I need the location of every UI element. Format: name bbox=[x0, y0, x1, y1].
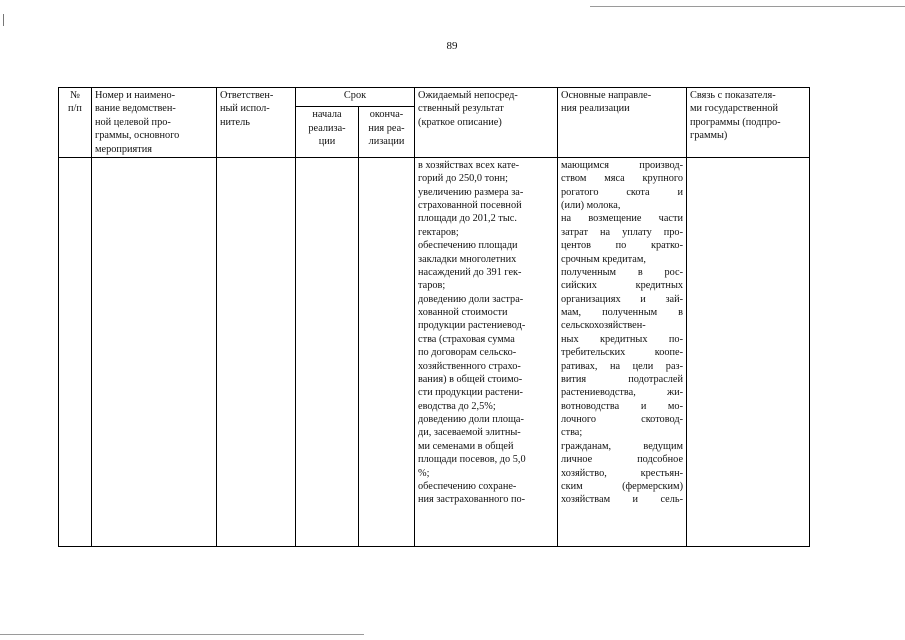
cell-link bbox=[687, 157, 810, 546]
text-line: лочного скотовод- bbox=[561, 414, 684, 425]
text-line: п/п bbox=[68, 103, 82, 115]
text-line: площади посевов, до 5,0 bbox=[418, 454, 526, 466]
scan-border-line-top bbox=[590, 6, 905, 7]
text-line: Связь с показателя- bbox=[690, 90, 776, 101]
header-link-lines bbox=[690, 89, 806, 143]
text-line: хованной стоимости bbox=[418, 307, 508, 318]
page-number: 89 bbox=[446, 40, 458, 52]
text-line: Основные направле- bbox=[561, 90, 652, 101]
text-line: организациях и зай- bbox=[561, 293, 684, 305]
cell-directions bbox=[558, 157, 687, 546]
text-line: ми государственной bbox=[690, 103, 779, 115]
text-line: ных кредитных по- bbox=[561, 333, 684, 345]
text-line: рогатого скота и bbox=[561, 186, 684, 198]
text-line: насаждений до 391 гек- bbox=[418, 266, 522, 278]
scan-mark-left bbox=[3, 14, 4, 26]
text-line: ди, засеваемой элитны- bbox=[418, 427, 521, 439]
text-line: доведению доли площа- bbox=[418, 414, 524, 425]
scan-border-line-bottom bbox=[0, 634, 364, 635]
text-line: Ответствен- bbox=[220, 90, 274, 101]
text-line: хозяйство, крестьян- bbox=[561, 467, 684, 479]
text-line: ной целевой про- bbox=[95, 116, 171, 128]
text-line: программы (подпро- bbox=[690, 116, 781, 128]
text-line: увеличению размера за- bbox=[418, 186, 524, 198]
text-line: еводства до 2,5%; bbox=[418, 400, 496, 412]
text-line: граммы, основного bbox=[95, 130, 180, 142]
text-line: сти продукции растени- bbox=[418, 387, 523, 399]
text-line: ния реа- bbox=[368, 122, 405, 134]
text-line: ским (фермерским) bbox=[561, 480, 684, 492]
text-line: продукции растениевод- bbox=[418, 320, 526, 332]
text-line: нитель bbox=[220, 116, 250, 128]
header-term-end bbox=[359, 107, 415, 158]
text-line: гектаров; bbox=[418, 226, 459, 238]
header-directions bbox=[558, 88, 687, 158]
cell-term-start bbox=[296, 157, 359, 546]
header-name bbox=[92, 88, 217, 158]
text-line: вание ведомствен- bbox=[95, 103, 176, 115]
text-line: в хозяйствах всех кате- bbox=[418, 159, 520, 171]
text-line: хозяйственного страхо- bbox=[418, 360, 521, 372]
text-line: хозяйствам и сель- bbox=[561, 494, 684, 506]
header-expected bbox=[415, 88, 558, 158]
text-line: по договорам сельско- bbox=[418, 347, 517, 359]
text-line: мам, полученным в bbox=[561, 307, 684, 318]
text-line: граммы) bbox=[690, 130, 728, 142]
text-line: мающимся производ- bbox=[561, 159, 684, 171]
text-line: лизации bbox=[368, 135, 405, 147]
text-line: ный испол- bbox=[220, 103, 270, 115]
text-line: ства (страховая сумма bbox=[418, 333, 515, 345]
header-name-lines bbox=[95, 89, 213, 156]
cell-term-end bbox=[359, 157, 415, 546]
cell-name bbox=[92, 157, 217, 546]
header-term-start-lines bbox=[299, 108, 355, 148]
text-line: вания) в общей стоимо- bbox=[418, 373, 523, 385]
text-line: ния реализации bbox=[561, 103, 630, 115]
text-line: на возмещение части bbox=[561, 213, 684, 225]
text-line: № bbox=[70, 90, 80, 101]
text-line: ративах, на цели раз- bbox=[561, 360, 684, 372]
text-line: (краткое описание) bbox=[418, 116, 502, 128]
cell-num bbox=[59, 157, 92, 546]
text-line: ством мяса крупного bbox=[561, 173, 684, 185]
text-line: требительских коопе- bbox=[561, 347, 684, 359]
text-line: растениеводства, жи- bbox=[561, 387, 684, 399]
header-directions-lines bbox=[561, 89, 683, 116]
text-line: ния застрахованного по- bbox=[418, 494, 526, 506]
text-line: площади до 201,2 тыс. bbox=[418, 213, 517, 225]
text-line: Номер и наимено- bbox=[95, 90, 176, 101]
cell-expected bbox=[415, 157, 558, 546]
text-line: обеспечению площади bbox=[418, 240, 518, 252]
text-line: страхованной посевной bbox=[418, 200, 522, 211]
text-line: личное подсобное bbox=[561, 454, 684, 466]
header-row-1 bbox=[59, 88, 810, 107]
header-link bbox=[687, 88, 810, 158]
header-expected-lines bbox=[418, 89, 554, 129]
text-line: полученным в рос- bbox=[561, 266, 684, 278]
header-term-start bbox=[296, 107, 359, 158]
text-line: %; bbox=[418, 467, 430, 479]
expected-result-text bbox=[418, 159, 554, 507]
text-line: Ожидаемый непосред- bbox=[418, 90, 518, 101]
text-line: оконча- bbox=[369, 109, 404, 121]
text-line: доведению доли застра- bbox=[418, 293, 524, 305]
text-line: горий до 250,0 тонн; bbox=[418, 173, 508, 185]
text-line: мероприятия bbox=[95, 143, 153, 155]
text-line: ми семенами в общей bbox=[418, 440, 514, 452]
text-line: ции bbox=[318, 135, 336, 147]
directions-text bbox=[561, 159, 683, 507]
text-line: обеспечению сохране- bbox=[418, 480, 517, 492]
cell-responsible bbox=[217, 157, 296, 546]
text-line: ственный результат bbox=[418, 103, 504, 115]
header-num bbox=[59, 88, 92, 158]
text-line: центов по кратко- bbox=[561, 240, 684, 252]
header-responsible bbox=[217, 88, 296, 158]
text-line: вития подотраслей bbox=[561, 373, 684, 385]
text-line: срочным кредитам, bbox=[561, 253, 646, 265]
text-line: вотноводства и мо- bbox=[561, 400, 684, 412]
text-line: гражданам, ведущим bbox=[561, 440, 684, 452]
text-line: закладки многолетних bbox=[418, 253, 517, 265]
text-line: затрат на уплату про- bbox=[561, 226, 684, 238]
text-line: таров; bbox=[418, 280, 446, 292]
header-responsible-lines bbox=[220, 89, 292, 129]
text-line: сельскохозяйствен- bbox=[561, 320, 646, 332]
text-line: сийских кредитных bbox=[561, 280, 684, 292]
text-line: ства; bbox=[561, 427, 583, 439]
table-row bbox=[59, 157, 810, 546]
header-term: Срок bbox=[296, 88, 415, 107]
header-num-lines bbox=[62, 89, 88, 116]
program-table bbox=[58, 87, 810, 547]
text-line: реализа- bbox=[308, 122, 346, 134]
text-line: начала bbox=[312, 109, 342, 121]
header-term-end-lines bbox=[362, 108, 411, 148]
text-line: (или) молока, bbox=[561, 200, 621, 211]
